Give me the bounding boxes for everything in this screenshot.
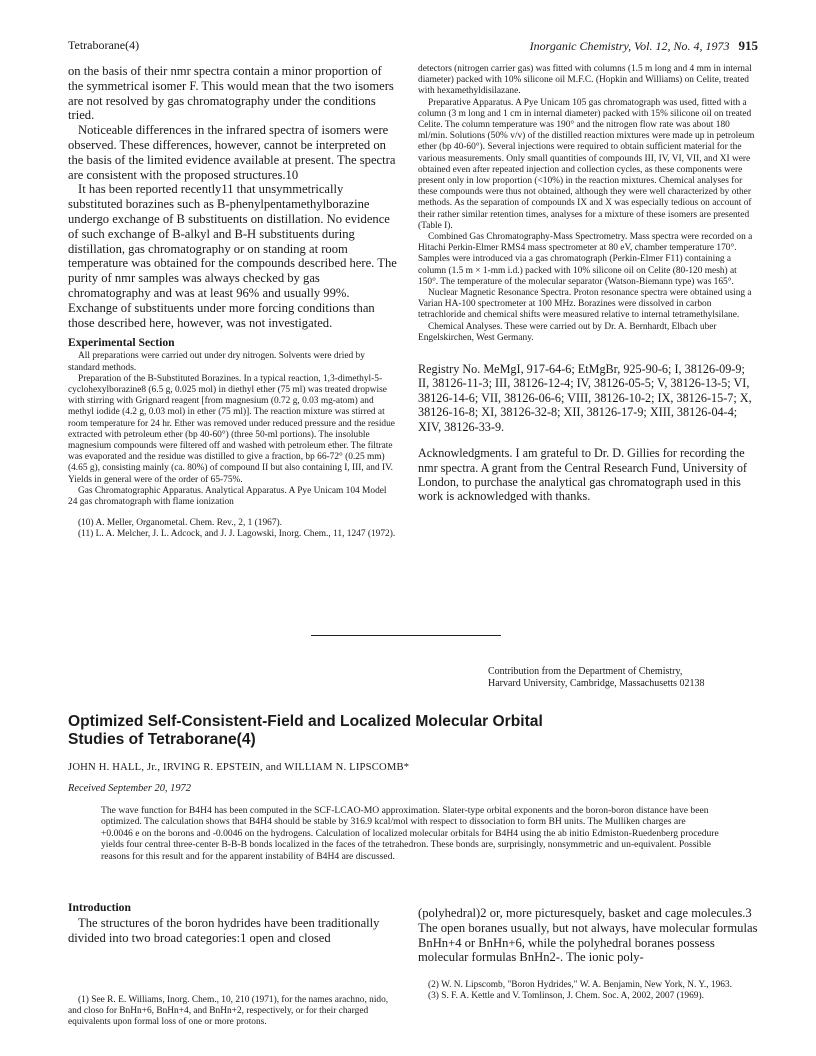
footnote-1-block	[68, 995, 398, 1029]
left-column	[68, 64, 398, 541]
contribution-line-2: Harvard University, Cambridge, Massachusetts 02138	[488, 678, 705, 689]
experimental-para-2: Preparation of the B-Substituted Borazines. In a typical reaction, 1,3-dimethyl-5-cyclohexylborazine8 (6.5 g, 0.025 mol) in diethyl ether (75 ml) was treated dropwise with stirring with Grignard reagent [from magnesium (0.72 g, 0.03 mg-atom) and methyl iodide (4.2 g, 0.03 mol) in ether (75 ml)]. The reaction mixture was stirred at room temperature for 24 hr. Ether was removed under reduced pressure and the residue extracted with petroleum ether (bp 40-60°) (three 50-ml portions). The insoluble magnesium compounds were filtered off and washed with petroleum ether. The filtrate was evaporated and the residue was distilled to give a fraction, bp 66-72° (0.25 mm) (4.65 g), consisting mainly (ca. 80%) of compound II but also containing I, III, and IV. Yields in general were of the order of 65-75%.	[68, 373, 395, 485]
contribution-note	[488, 666, 705, 690]
paragraph-nmr: Nuclear Magnetic Resonance Spectra. Proton resonance spectra were obtained using a Varian HA-100 spectrometer at 100 MHz. Borazines were dissolved in carbon tetrachloride and chemical shifts were measured relative to internal tetramethylsilane.	[418, 288, 752, 321]
running-head-right	[530, 38, 758, 54]
introduction-text-right: (polyhedral)2 or, more picturesquely, basket and cage molecules.3 The open boranes usually, but not always, have molecular formulas BnHn+4 or BnHn+6, while the polyhedral boranes possess molecular formulas BnHn2-. The ionic poly-	[418, 906, 758, 965]
registry-numbers: Registry No. MeMgI, 917-64-6; EtMgBr, 925-90-6; I, 38126-09-9; II, 38126-11-3; III, 38126-12-4; IV, 38126-05-5; V, 38126-13-5; VI, 38126-14-6; VII, 38126-06-6; VIII, 38126-10-2; IX, 38126-15-7; X, 38126-16-8; XI, 38126-32-8; XII, 38126-17-9; XIII, 38126-04-4; XIV, 38126-33-9.	[418, 362, 752, 434]
footnote-3: (3) S. F. A. Kettle and V. Tomlinson, J. Chem. Soc. A, 2002, 2007 (1969).	[428, 991, 704, 1002]
paragraph-continued: on the basis of their nmr spectra contain a minor proportion of the symmetrical isomer F. This would mean that the two isomers are not resolved by gas chromatography under the conditions tried.	[68, 64, 394, 123]
paragraph-preparative: Preparative Apparatus. A Pye Unicam 105 gas chromatograph was used, fitted with a column (3 m long and 1 cm in internal diameter) packed with 15% silicone oil on treated Celite. The column temperature was 190° and the nitrogen flow rate was about 180 ml/min. Solutions (50% v/v) of the distilled reaction mixtures were made up in petroleum ether (bp 40-60°). Several injections were required to obtain sufficient material for the various measurements. Only small quantities of compounds III, IV, VI, VII, and XI were obtained even after repeated injection and collection cycles, as these components were present only in low proportion (<10%) in the reaction mixtures. Chemical analyses for these compounds were thus not obtained, although they were well characterized by other methods. As the separation of compounds IX and X was especially tedious on account of their rather similar retention times, analyses for a mixture of these isomers are presented (Table I).	[418, 97, 755, 231]
contribution-line-1: Contribution from the Department of Chemistry,	[488, 666, 683, 677]
experimental-heading: Experimental Section	[68, 336, 175, 350]
running-head-left: Tetraborane(4)	[68, 38, 140, 52]
article-title: Optimized Self-Consistent-Field and Localized Molecular Orbital Studies of Tetraborane(4)	[68, 713, 543, 748]
article-authors: JOHN H. HALL, Jr., IRVING R. EPSTEIN, and WILLIAM N. LIPSCOMB*	[68, 762, 410, 773]
paragraph-analyses: Chemical Analyses. These were carried out by Dr. A. Bernhardt, Elbach uber Engelskirchen, West Germany.	[418, 321, 717, 343]
introduction-text-left: The structures of the boron hydrides have been traditionally divided into two broad categories:1 open and closed	[68, 916, 380, 945]
footnote-11: (11) L. A. Melcher, J. L. Adcock, and J. J. Lagowski, Inorg. Chem., 11, 1247 (1972).	[78, 529, 396, 540]
paragraph-detectors: detectors (nitrogen carrier gas) was fitted with columns (1.5 m long and 4 mm in internal diameter) packed with 10% silicone oil M.F.C. (Hopkin and Williams) on Celite, treated with hexamethyldisilazane.	[418, 64, 752, 97]
abstract: The wave function for B4H4 has been computed in the SCF-LCAO-MO approximation. Slater-type orbital exponents and the boron-boron distance have been optimized. The calculation shows that B4H4 should be stable by 316.9 kcal/mol with respect to dissociation to form BH units. The Mulliken charges are +0.0046 e on the borons and -0.0046 on the hydrogens. Calculation of localized molecular orbitals for B4H4 using the ab initio Edmiston-Ruedenberg procedure yields four central three-center B-B-B bonds localized in the faces of the tetrahedron. These bonds are, surprisingly, nonsymmetric and un-equivalent. Possible reasons for this result and for the apparent instability of B4H4 are discussed.	[101, 805, 719, 862]
introduction-heading: Introduction	[68, 901, 131, 914]
received-date: Received September 20, 1972	[68, 783, 191, 794]
footnote-1: (1) See R. E. Williams, Inorg. Chem., 10, 210 (1971), for the names arachno, nido, and closo for BnHn+6, BnHn+4, and BnHn+2, respectively, or for their charged equivalents upon formal loss of one or more protons.	[68, 995, 389, 1028]
page-number: 915	[738, 38, 758, 53]
experimental-para-1: All preparations were carried out under dry nitrogen. Solvents were dried by standard methods.	[68, 351, 365, 373]
journal-citation: Inorganic Chemistry, Vol. 12, No. 4, 1973	[529, 39, 730, 53]
right-column	[418, 64, 756, 504]
section-divider	[311, 635, 501, 636]
footnote-2: (2) W. N. Lipscomb, "Boron Hydrides," W. A. Benjamin, New York, N. Y., 1963.	[428, 980, 733, 990]
introduction-right	[418, 906, 758, 965]
paragraph-ir-spectra: Noticeable differences in the infrared spectra of isomers were observed. These differences, however, cannot be interpreted on the basis of the limited evidence available at present. The spectra are consistent with the proposed structures.10	[68, 123, 396, 182]
paragraph-exchange: It has been reported recently11 that unsymmetrically substituted borazines such as B-phenylpentamethylborazine undergo exchange of B substituents on distillation. No evidence of such exchange of B-alkyl and B-H substituents during distillation, gas chromatography or on standing at room temperature was obtained for the compounds described here. The purity of nmr samples was always checked by gas chromatography and was at least 96% and usually 99%. Exchange of substituents under more forcing conditions than those described here, however, was not investigated.	[68, 182, 397, 330]
footnote-10: (10) A. Meller, Organometal. Chem. Rev., 2, 1 (1967).	[78, 518, 283, 529]
footnotes-left	[68, 518, 398, 540]
experimental-para-3: Gas Chromatographic Apparatus. Analytical Apparatus. A Pye Unicam 104 Model 24 gas chromatograph with flame ionization	[68, 485, 387, 507]
footnotes-right-block	[418, 980, 758, 1002]
acknowledgments: Acknowledgments. I am grateful to Dr. D. Gillies for recording the nmr spectra. A grant from the Central Research Fund, University of London, to purchase the analytical gas chromatograph used in this work is acknowledged with thanks.	[418, 446, 747, 504]
introduction-left	[68, 901, 398, 946]
paragraph-gcms: Combined Gas Chromatography-Mass Spectrometry. Mass spectra were recorded on a Hitachi Perkin-Elmer RMS4 mass spectrometer at 80 eV, chamber temperature 170°. Samples were introduced via a gas chromatograph (Perkin-Elmer F11) containing a column (1.5 m × 1-mm i.d.) packed with 10% silicone oil on Celite (80-120 mesh) at 150°. The temperature of the molecular separator (Watson-Biemann type) was 165°.	[418, 232, 753, 287]
